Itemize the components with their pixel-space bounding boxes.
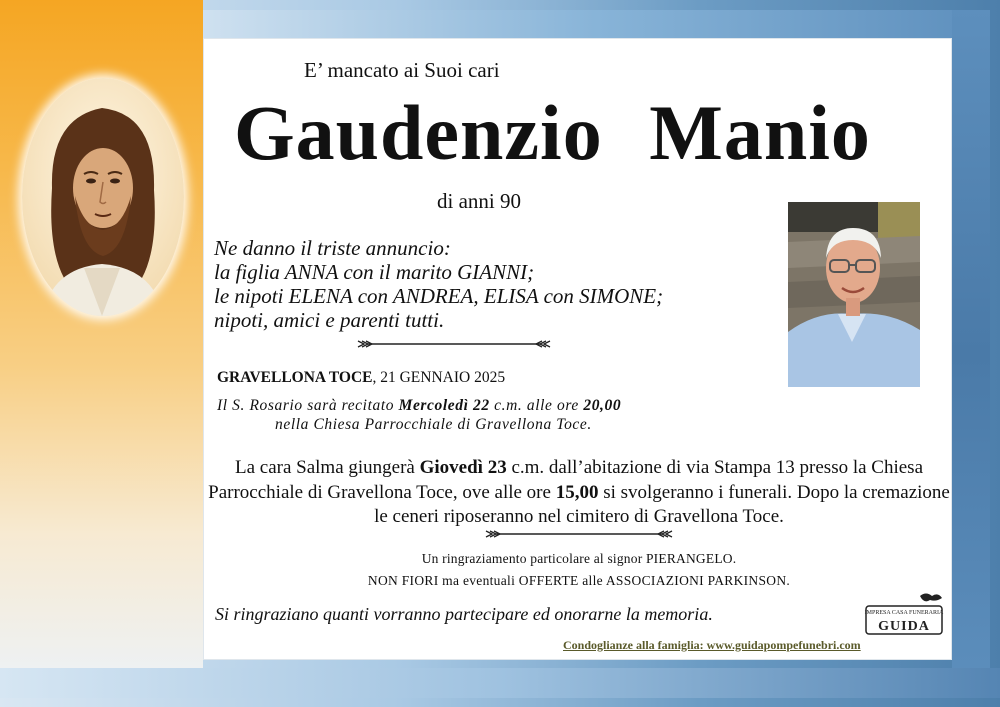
deceased-photo-image — [788, 202, 920, 387]
ornamental-divider — [484, 529, 674, 539]
funeral-text: si svolgeranno i funerali. Dopo la cremazione le ceneri riposeranno nel cimitero di Gravellona Toce. — [374, 481, 950, 527]
funeral-day: Giovedì 23 — [419, 457, 507, 478]
announcement-block — [214, 236, 663, 332]
logo-top-text: IMPRESA CASA FUNERARIA — [864, 610, 944, 616]
no-flowers-text: NON FIORI ma eventuali OFFERTE alle ASSOCIAZIONI PARKINSON. — [367, 573, 791, 588]
announcement-line: nipoti, amici e parenti tutti. — [214, 308, 445, 332]
jesus-portrait-image — [22, 78, 184, 316]
deceased-name: Gaudenzio Manio — [234, 89, 871, 176]
frame-right-band — [952, 10, 990, 698]
thanks-text: Un ringraziamento particolare al signor PIERANGELO. — [421, 551, 737, 566]
rosary-time: 20,00 — [583, 397, 622, 414]
announcement-line: la figlia ANNA con il marito GIANNI; — [214, 260, 535, 284]
date-text: , 21 GENNAIO 2025 — [372, 369, 506, 386]
rosary-text: Il S. Rosario sarà recitato — [217, 397, 399, 414]
place-name: GRAVELLONA TOCE — [217, 369, 373, 386]
frame-bottom-band — [0, 668, 1000, 698]
funeral-text: c.m. dall’abitazione di via Stampa 13 presso la Chiesa Parrocchiale di Gravellona Toce, ove alle ore — [208, 457, 924, 503]
logo-name: GUIDA — [878, 619, 930, 634]
rosary-notice — [217, 396, 621, 434]
rosary-day: Mercoledì 22 — [398, 397, 490, 414]
condolences-link[interactable]: Condoglianze alla famiglia: www.guidapompefunebri.com — [563, 638, 861, 652]
place-date — [217, 369, 505, 387]
guida-logo-image — [864, 592, 946, 636]
funeral-time: 15,00 — [555, 481, 599, 503]
closing-text: Si ringraziano quanti vorranno partecipare ed onorarne la memoria. — [215, 604, 713, 624]
intro-text: E’ mancato ai Suoi cari — [304, 58, 500, 82]
religious-portrait — [22, 78, 184, 316]
rosary-location: nella Chiesa Parrocchiale di Gravellona Toce. — [275, 416, 592, 433]
funeral-details — [208, 456, 950, 530]
funeral-text: La cara Salma giungerà — [234, 457, 420, 478]
frame-top-band — [200, 10, 990, 38]
funeral-home-logo — [864, 592, 946, 636]
announcement-line: le nipoti ELENA con ANDREA, ELISA con SIMONE; — [214, 284, 664, 308]
rosary-text: c.m. alle ore — [489, 397, 584, 414]
deceased-photo — [788, 202, 920, 387]
ornamental-divider — [356, 339, 552, 349]
announcement-line: Ne danno il triste annuncio: — [214, 236, 451, 260]
age-text: di anni 90 — [437, 189, 521, 213]
